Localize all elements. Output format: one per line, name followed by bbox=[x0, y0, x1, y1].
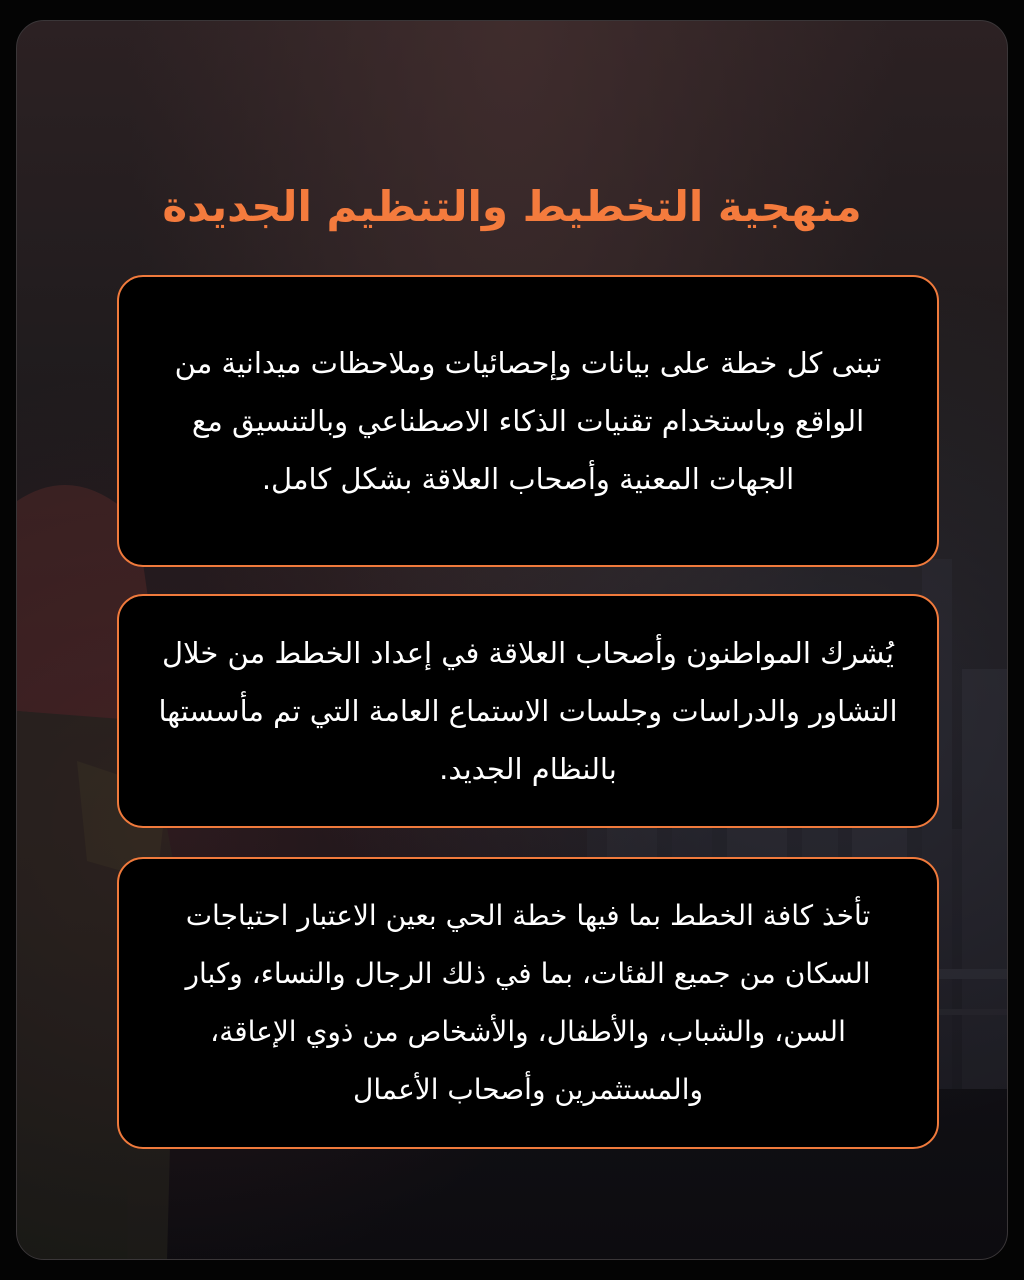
content-panel bbox=[16, 20, 1008, 1260]
info-card-text: يُشرك المواطنون وأصحاب العلاقة في إعداد الخطط من خلال التشاور والدراسات وجلسات الاستماع العامة التي تم مأسستها بالنظام الجديد. bbox=[158, 636, 898, 786]
page-title: منهجية التخطيط والتنظيم الجديدة bbox=[162, 182, 862, 231]
info-card-text: تأخذ كافة الخطط بما فيها خطة الحي بعين الاعتبار احتياجات السكان من جميع الفئات، بما في ذلك الرجال والنساء، وكبار السن، والشباب، والأطفال، والأشخاص من ذوي الإعاقة، والمستثمرين وأصحاب الأعمال bbox=[185, 899, 871, 1106]
info-card-data-based-planning bbox=[117, 275, 939, 567]
info-card-citizen-participation bbox=[117, 594, 939, 828]
info-card-text: تبنى كل خطة على بيانات وإحصائيات وملاحظات ميدانية من الواقع وباستخدام تقنيات الذكاء الاصطناعي وبالتنسيق مع الجهات المعنية وأصحاب العلاقة بشكل كامل. bbox=[174, 346, 882, 496]
info-card-inclusive-needs bbox=[117, 857, 939, 1149]
